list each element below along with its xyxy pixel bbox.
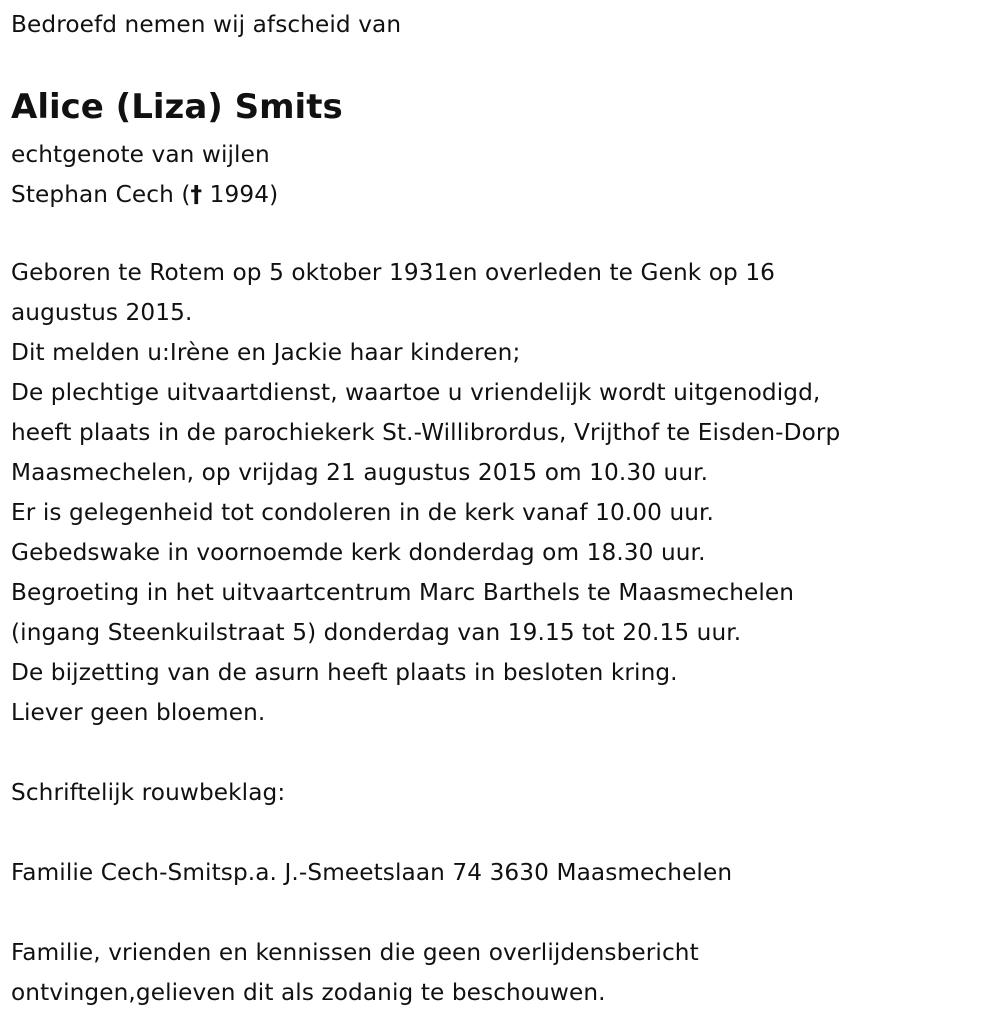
paragraph-line: De bijzetting van de asurn heeft plaats in besloten kring.: [11, 659, 678, 686]
notice-body: [11, 253, 840, 1013]
deceased-name: Alice (Liza) Smits: [11, 87, 343, 127]
closing-line: Familie, vrienden en kennissen die geen overlijdensbericht: [11, 939, 699, 966]
condolence-label: Schriftelijk rouwbeklag:: [11, 779, 286, 806]
paragraph-line: Dit melden u:Irène en Jackie haar kinderen;: [11, 339, 521, 366]
paragraph-line: Gebedswake in voornoemde kerk donderdag om 18.30 uur.: [11, 539, 706, 566]
spouse-relation: echtgenote van wijlen: [11, 141, 270, 168]
paragraph-line: De plechtige uitvaartdienst, waartoe u vriendelijk wordt uitgenodigd,: [11, 379, 821, 406]
spouse-block: [11, 135, 278, 215]
paragraph-line: (ingang Steenkuilstraat 5) donderdag van 19.15 tot 20.15 uur.: [11, 619, 742, 646]
condolence-address: Familie Cech-Smitsp.a. J.-Smeetslaan 74 3630 Maasmechelen: [11, 859, 733, 886]
spouse-name: Stephan Cech (: [11, 181, 191, 208]
paragraph-line: augustus 2015.: [11, 299, 193, 326]
spouse-death-year: 1994): [209, 181, 279, 208]
intro-text: Bedroefd nemen wij afscheid van: [11, 11, 402, 38]
paragraph-line: Maasmechelen, op vrijdag 21 augustus 2015 om 10.30 uur.: [11, 459, 709, 486]
paragraph-line: Geboren te Rotem op 5 oktober 1931en overleden te Genk op 16: [11, 259, 776, 286]
closing-line: ontvingen,gelieven dit als zodanig te beschouwen.: [11, 979, 606, 1006]
cross-icon: †: [190, 181, 203, 208]
paragraph-line: Begroeting in het uitvaartcentrum Marc Barthels te Maasmechelen: [11, 579, 795, 606]
paragraph-line: Liever geen bloemen.: [11, 699, 266, 726]
spouse-name-line: [11, 175, 278, 215]
paragraph-line: Er is gelegenheid tot condoleren in de kerk vanaf 10.00 uur.: [11, 499, 715, 526]
paragraph-line: heeft plaats in de parochiekerk St.-Willibrordus, Vrijthof te Eisden-Dorp: [11, 419, 841, 446]
